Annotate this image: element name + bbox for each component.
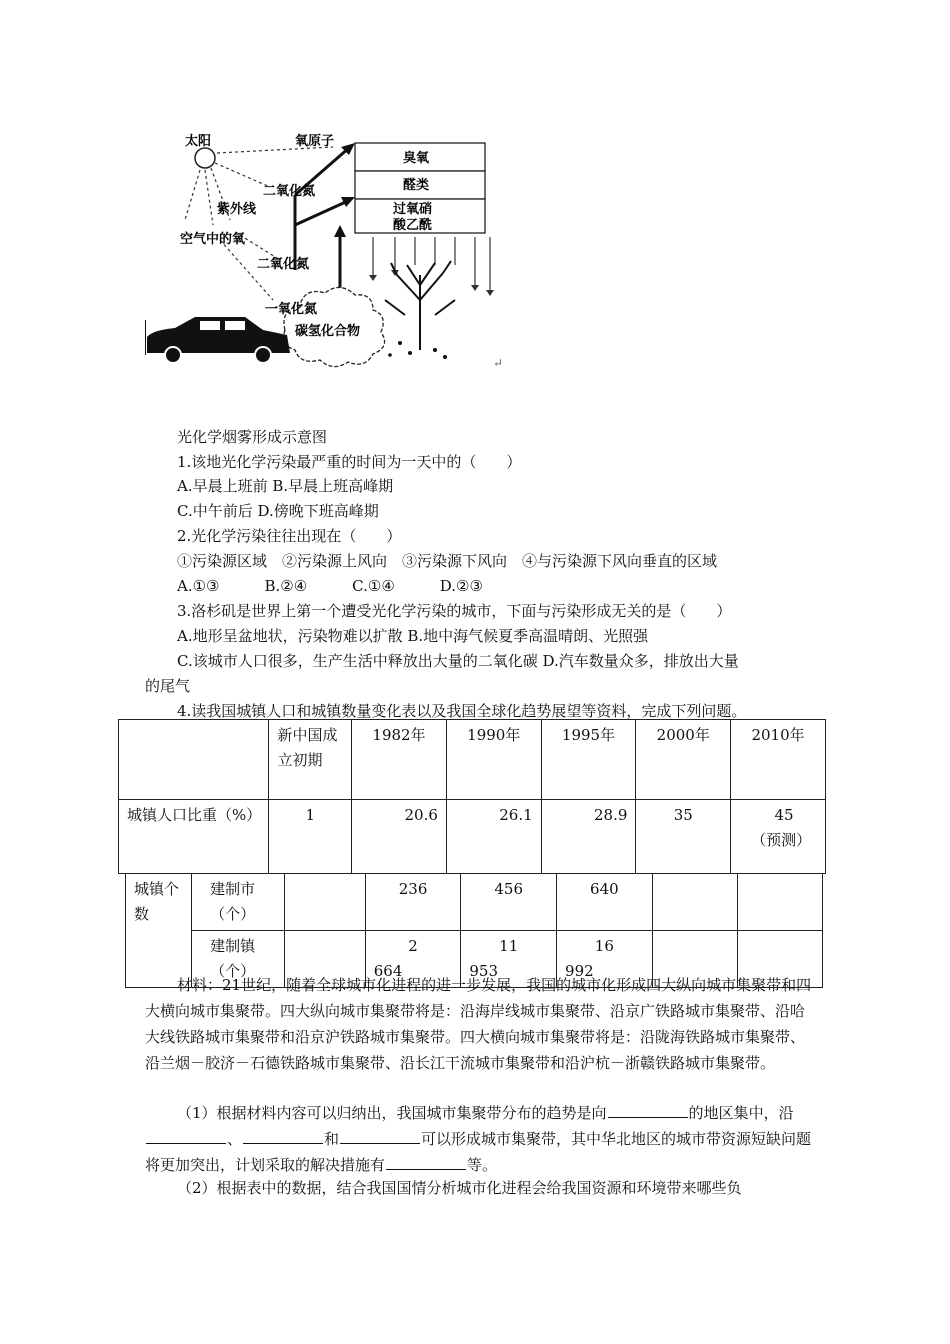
question-3-options-cd-line1: C.该城市人口很多，生产生活中释放出大量的二氧化碳 D.汽车数量众多，排放出大量 — [177, 652, 739, 670]
town-count-table — [125, 873, 823, 988]
label-uv: 紫外线 — [217, 202, 257, 217]
table2-row2-cell-1-top: 2 — [408, 937, 418, 955]
label-no: 一氧化氮 — [265, 302, 318, 317]
table2-row2-cell-3-bottom: 992 — [565, 962, 594, 980]
question-2-choices: A.①③ B.②④ C.①④ D.②③ — [177, 577, 483, 595]
question-4: 4.读我国城镇人口和城镇数量变化表以及我国全球化趋势展望等资料，完成下列问题。 — [177, 702, 747, 720]
answer-blank-5[interactable] — [386, 1168, 466, 1170]
table2-row2-cell-2-top: 11 — [499, 937, 519, 955]
table2-row2-cell-1-bottom: 664 — [373, 962, 403, 980]
sub-question-1-part-d: 、 — [227, 1130, 243, 1148]
question-1-options-cd: C.中午前后 D.傍晚下班高峰期 — [177, 502, 379, 520]
label-no2-top: 二氧化氮 — [263, 184, 316, 199]
table1-header-2000: 2000年 — [636, 720, 731, 800]
label-no2-mid: 二氧化氮 — [257, 257, 310, 272]
material-paragraph: 材料：21世纪，随着全球城市化进程的进一步发展，我国的城市化形成四大纵向城市集聚带和四大横向城市集聚带。四大纵向城市集聚带将是：沿海岸线城市集聚带、沿京广铁路城市集聚带、沿哈大线铁路城市集聚带和沿京沪铁路城市集聚带。四大横向城市集聚带将是：沿陇海铁路城市集聚带、沿兰烟－胶济－石德铁路城市集聚带、沿长江干流城市集聚带和沿沪杭－浙赣铁路城市集聚带。 — [145, 976, 812, 1072]
question-1: 1.该地光化学污染最严重的时间为一天中的（ ） — [177, 453, 522, 471]
car-icon — [145, 317, 290, 363]
sub-question-1-part-b: 的地区集 — [688, 1104, 749, 1122]
question-2: 2.光化学污染往往出现在（ ） — [177, 527, 402, 545]
table2-row2-cell-2-bottom: 953 — [469, 962, 499, 980]
answer-blank-1[interactable] — [608, 1116, 688, 1118]
label-oxygen-atom: 氧原子 — [295, 134, 335, 149]
box-pan-2: 酸乙酰 — [393, 218, 433, 233]
table1-row-label: 城镇人口比重（%） — [119, 800, 269, 874]
table2-row1-cell-1: 236 — [365, 874, 461, 931]
table2-row1-cell-0 — [284, 874, 365, 931]
table1-value-2000: 35 — [636, 800, 731, 874]
table1-header-founding: 新中国成立初期 — [269, 720, 352, 800]
table1-header-2010: 2010年 — [731, 720, 826, 800]
table1-header-1990: 1990年 — [446, 720, 541, 800]
photochemical-smog-diagram — [145, 125, 535, 375]
box-pan-1: 过氧硝 — [393, 202, 433, 217]
sub-question-2: （2）根据表中的数据，结合我国国情分析城市化进程会给我国资源和环境带来哪些负 — [177, 1179, 742, 1197]
sub-question-1-part-c: 中，沿 — [748, 1104, 794, 1122]
table2-row1-cell-3: 640 — [557, 874, 653, 931]
sub-question-1-part-g: 带资源短缺问题将更加突出，计划采取的解决措施有 — [145, 1130, 812, 1174]
answer-blank-3[interactable] — [243, 1142, 323, 1144]
box-ozone: 臭氧 — [403, 151, 430, 166]
table1-value-1982: 20.6 — [352, 800, 447, 874]
table1-value-2010-note: （预测） — [751, 831, 812, 849]
table2-row1-label: 建制市（个） — [192, 874, 284, 931]
sub-question-1-part-f: 可以形成城市集聚带，其中华北地区的城市 — [421, 1130, 707, 1148]
box-aldehyde: 醛类 — [403, 178, 430, 193]
urban-population-table — [118, 719, 826, 874]
sub-question-1 — [145, 1100, 813, 1178]
question-3-options-ab: A.地形呈盆地状，污染物难以扩散 B.地中海气候夏季高温晴朗、光照强 — [177, 627, 649, 645]
table2-row1-cell-5 — [737, 874, 822, 931]
table2-row2-label: 建制镇（个） — [192, 931, 284, 988]
table2-row1-cell-4 — [652, 874, 737, 931]
table1-value-2010-number: 45 — [774, 806, 794, 824]
label-sun: 太阳 — [185, 134, 212, 149]
table1-value-1990: 26.1 — [446, 800, 541, 874]
question-3-options-cd-line2: 的尾气 — [145, 677, 191, 695]
label-hydrocarbon: 碳氢化合物 — [295, 324, 361, 339]
sub-question-1-part-a: （1）根据材料内容可以归纳出，我国城市集聚带分布的趋势是向 — [177, 1104, 607, 1122]
question-3: 3.洛杉矶是世界上第一个遭受光化学污染的城市，下面与污染形成无关的是（ ） — [177, 602, 732, 620]
table1-header-1982: 1982年 — [352, 720, 447, 800]
figure-caption: 光化学烟雾形成示意图 — [177, 428, 328, 446]
return-mark: ↵ — [493, 356, 504, 370]
table1-value-1995: 28.9 — [541, 800, 636, 874]
table2-row2-cell-3-top: 16 — [594, 937, 614, 955]
sun-icon — [195, 148, 215, 168]
table1-header-1995: 1995年 — [541, 720, 636, 800]
answer-blank-2[interactable] — [146, 1142, 226, 1144]
table1-header-empty — [119, 720, 269, 800]
sub-question-1-part-e: 和 — [324, 1130, 340, 1148]
table1-value-founding: 1 — [269, 800, 352, 874]
sub-question-1-part-h: 等。 — [467, 1156, 498, 1174]
table2-group-label: 城镇个数 — [126, 874, 192, 988]
table2-row1-cell-2: 456 — [461, 874, 557, 931]
answer-blank-4[interactable] — [340, 1142, 420, 1144]
table1-value-2010 — [731, 800, 826, 874]
label-air-oxygen: 空气中的氧 — [180, 232, 246, 247]
question-1-options-ab: A.早晨上班前 B.早晨上班高峰期 — [177, 477, 394, 495]
sun-rays — [185, 147, 333, 300]
question-2-items: ①污染源区域 ②污染源上风向 ③污染源下风向 ④与污染源下风向垂直的区域 — [177, 552, 718, 570]
